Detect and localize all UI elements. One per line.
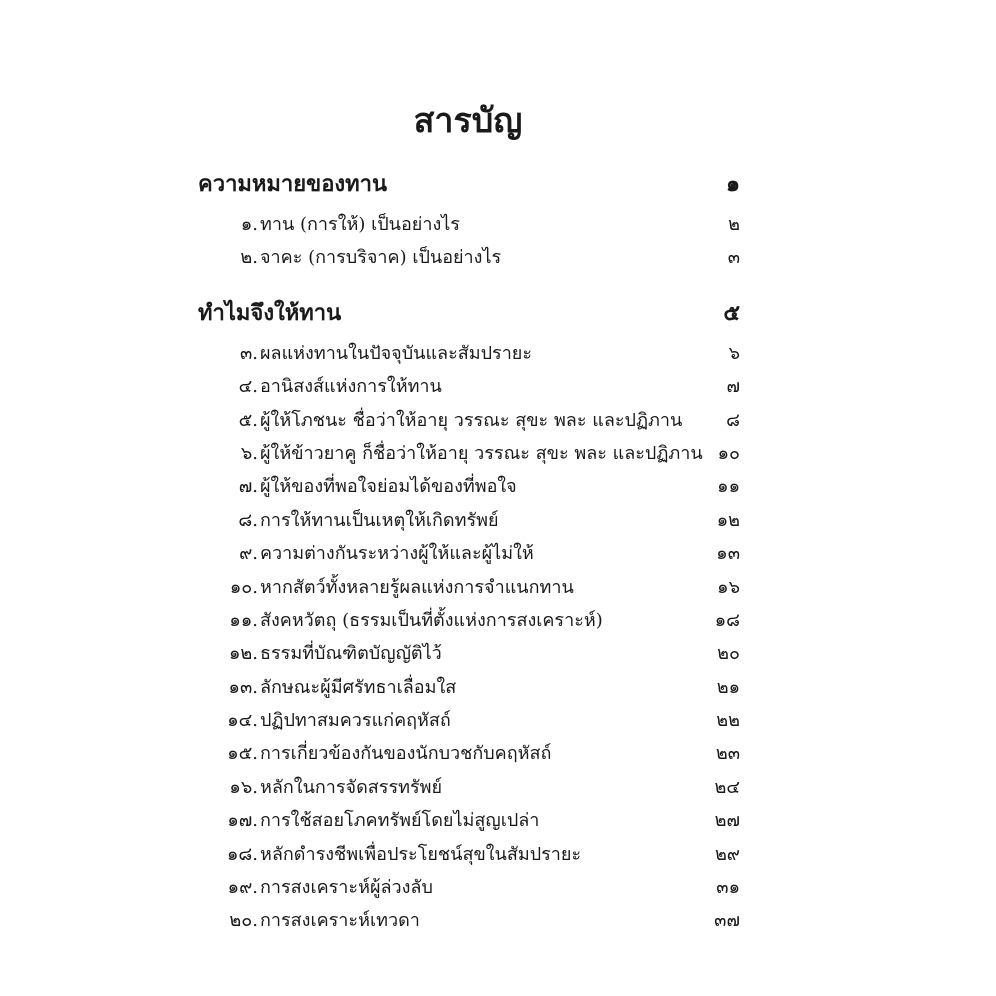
entry-number: ๑๔. <box>227 710 258 732</box>
entry-title: ทาน (การให้) เป็นอย่างไร <box>260 214 460 235</box>
toc-entry <box>198 871 740 904</box>
toc-entry <box>198 838 740 871</box>
toc-entry <box>198 704 740 737</box>
toc-entry <box>198 470 740 503</box>
entry-number: ๑๕. <box>227 743 258 765</box>
toc-section <box>198 160 740 275</box>
entry-page-number: ๒๗ <box>714 810 740 832</box>
entry-number: ๑๐. <box>229 576 258 598</box>
entry-number: ๙. <box>239 543 258 565</box>
entry-title: ความต่างกันระหว่างผู้ให้และผู้ไม่ให้ <box>260 543 534 565</box>
toc-entry <box>198 437 740 470</box>
entry-number: ๗. <box>238 476 258 498</box>
entry-title: อานิสงส์แห่งการให้ทาน <box>260 376 442 398</box>
entry-title: การเกี่ยวข้องกันของนักบวชกับคฤหัสถ์ <box>260 743 552 765</box>
toc-entry <box>198 637 740 670</box>
entry-title: จาคะ (การบริจาค) เป็นอย่างไร <box>260 247 502 269</box>
toc-entry <box>198 904 740 937</box>
toc-entry <box>198 241 740 274</box>
entry-page-number: ๖ <box>728 342 740 364</box>
entry-number: ๑๗. <box>227 810 258 832</box>
toc-entry <box>198 737 740 770</box>
entry-page-number: ๓ <box>727 247 740 269</box>
entry-title: การให้ทานเป็นเหตุให้เกิดทรัพย์ <box>260 509 499 531</box>
entry-number: ๒๐. <box>229 910 258 932</box>
toc-entry <box>198 337 740 370</box>
section-page-number: ๑ <box>726 171 740 197</box>
toc-entry <box>198 571 740 604</box>
entry-title: การสงเคราะห์เทวดา <box>260 910 420 932</box>
entry-page-number: ๒๒ <box>716 710 740 732</box>
entry-title: ผู้ให้ข้าวยาคู ก็ชื่อว่าให้อายุ วรรณะ สุขะ พละ และปฏิภาน <box>260 442 703 464</box>
entry-title: การใช้สอยโภคทรัพย์โดยไม่สูญเปล่า <box>260 810 540 832</box>
entry-number: ๘. <box>238 509 258 531</box>
entry-title: ปฏิปทาสมควรแก่คฤหัสถ์ <box>260 710 451 732</box>
toc-entry <box>198 404 740 437</box>
entry-number: ๑. <box>240 214 258 235</box>
entry-title: ผู้ให้ของที่พอใจย่อมได้ของที่พอใจ <box>260 476 517 498</box>
entry-page-number: ๓๑ <box>716 877 740 899</box>
entry-page-number: ๑๘ <box>714 609 740 631</box>
entry-title: ผลแห่งทานในปัจจุบันและสัมปรายะ <box>260 342 533 364</box>
toc-entry <box>198 804 740 837</box>
entry-title: ธรรมที่บัณฑิตบัญญัติไว้ <box>260 643 442 665</box>
entry-title: หลักในการจัดสรรทรัพย์ <box>260 776 443 798</box>
entry-number: ๑๘. <box>226 843 258 865</box>
entry-number: ๖. <box>240 442 258 464</box>
entry-page-number: ๑๓ <box>716 543 740 565</box>
entry-page-number: ๗ <box>726 376 740 398</box>
entry-number: ๕. <box>238 409 258 431</box>
entry-page-number: ๒๐ <box>717 643 740 665</box>
entry-title: ลักษณะผู้มีศรัทธาเลื่อมใส <box>260 676 457 698</box>
entry-title: สังคหวัตถุ (ธรรมเป็นที่ตั้งแห่งการสงเคราะห์) <box>260 609 603 631</box>
entry-page-number: ๑๐ <box>717 442 740 464</box>
toc-entry <box>198 208 740 241</box>
entry-number: ๑๓. <box>228 676 258 698</box>
entry-number: ๒. <box>240 247 258 269</box>
entry-number: ๔. <box>238 376 258 398</box>
toc-entry <box>198 537 740 570</box>
entry-page-number: ๑๖ <box>717 576 740 598</box>
toc-section <box>198 289 740 938</box>
toc-entry <box>198 671 740 704</box>
section-heading <box>198 289 740 337</box>
entry-page-number: ๒๙ <box>714 843 740 865</box>
toc-entry <box>198 771 740 804</box>
entry-page-number: ๒๔ <box>714 776 740 798</box>
entry-title: หลักดำรงชีพเพื่อประโยชน์สุขในสัมปรายะ <box>260 843 582 865</box>
toc-entry <box>198 504 740 537</box>
entry-page-number: ๘ <box>726 409 740 431</box>
page-title: สารบัญ <box>413 100 523 141</box>
toc-entry <box>198 370 740 403</box>
section-page-number: ๕ <box>723 299 740 326</box>
entry-title: หากสัตว์ทั้งหลายรู้ผลแห่งการจำแนกทาน <box>260 576 574 598</box>
entry-number: ๑๒. <box>228 643 258 665</box>
entry-page-number: ๒๓ <box>715 743 740 765</box>
toc-entry <box>198 604 740 637</box>
entry-number: ๑๑. <box>229 609 258 631</box>
section-title: ทำไมจึงให้ทาน <box>198 299 342 326</box>
entry-title: การสงเคราะห์ผู้ล่วงลับ <box>260 877 433 899</box>
entry-page-number: ๑๑ <box>717 476 740 498</box>
entry-page-number: ๑๒ <box>716 509 740 531</box>
entry-title: ผู้ให้โภชนะ ชื่อว่าให้อายุ วรรณะ สุขะ พละ และปฏิภาน <box>260 409 683 431</box>
section-heading <box>198 160 740 208</box>
section-title: ความหมายของทาน <box>198 171 388 197</box>
entry-number: ๓. <box>239 342 258 364</box>
entry-page-number: ๓๗ <box>714 910 740 932</box>
table-of-contents <box>198 160 740 952</box>
entry-number: ๑๖. <box>229 776 258 798</box>
entry-number: ๑๙. <box>227 877 258 899</box>
entry-page-number: ๒๑ <box>716 676 740 698</box>
entry-page-number: ๒ <box>728 214 740 235</box>
